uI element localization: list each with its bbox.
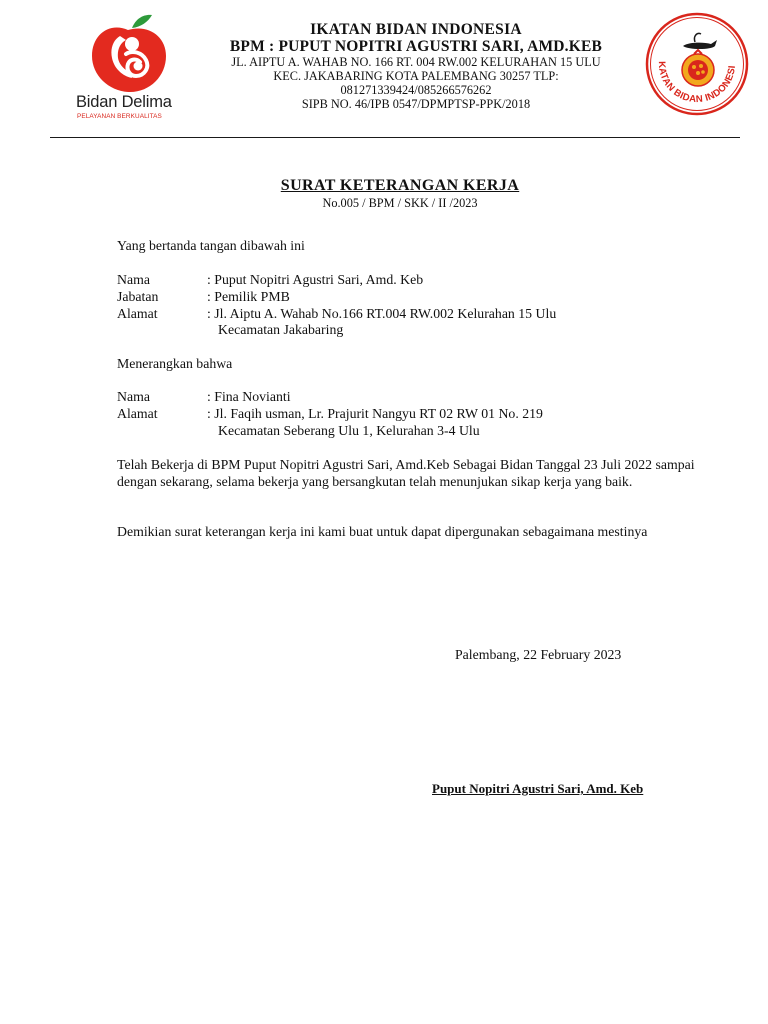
bidan-delima-emblem-icon: [80, 12, 176, 98]
employee-name-label: Nama: [117, 389, 150, 404]
signer-address-value-line-2: Kecamatan Jakabaring: [218, 322, 344, 337]
employee-address-label: Alamat: [117, 406, 158, 421]
logo-brand-name: Bidan Delima: [76, 93, 172, 111]
phone-numbers: 081271339424/085266576262: [340, 83, 492, 97]
employee-name-value: : Fina Novianti: [207, 389, 291, 404]
signer-address-value-line-1: : Jl. Aiptu A. Wahab No.166 RT.004 RW.002 Kelurahan 15 Ulu: [207, 306, 557, 321]
signer-name-value: : Puput Nopitri Agustri Sari, Amd. Keb: [207, 272, 424, 287]
signer-address-label: Alamat: [117, 306, 158, 321]
employee-address-value-line-2: Kecamatan Seberang Ulu 1, Kelurahan 3-4 Ulu: [218, 423, 480, 438]
employee-address-value-line-1: : Jl. Faqih usman, Lr. Prajurit Nangyu RT 02 RW 01 No. 219: [207, 406, 543, 421]
ibi-seal-logo: [645, 12, 749, 116]
closing-paragraph: Demikian surat keterangan kerja ini kami buat untuk dapat dipergunakan sebagaimana mestinya: [117, 524, 648, 539]
header-divider: [50, 137, 740, 138]
organization-name: IKATAN BIDAN INDONESIA: [310, 21, 522, 38]
document-title: SURAT KETERANGAN KERJA: [280, 177, 520, 194]
letter-number: No.005 / BPM / SKK / II /2023: [322, 196, 478, 210]
employment-paragraph: Telah Bekerja di BPM Puput Nopitri Agustri Sari, Amd.Keb Sebagai Bidan Tanggal 23 Juli 2022 sampai dengan sekarang, selama bekerja yang bersangkutan telah menunjukan sikap kerja yang baik.: [117, 457, 695, 489]
signer-position-value: : Pemilik PMB: [207, 289, 290, 304]
declares-text: Menerangkan bahwa: [117, 356, 233, 371]
signer-name-label: Nama: [117, 272, 150, 287]
signer-position-label: Jabatan: [117, 289, 159, 304]
ibi-seal-icon: [645, 12, 749, 116]
address-line-2: KEC. JAKABARING KOTA PALEMBANG 30257 TLP:: [273, 69, 559, 83]
address-line-1: JL. AIPTU A. WAHAB NO. 166 RT. 004 RW.002 KELURAHAN 15 ULU: [231, 55, 601, 69]
logo-tagline: PELAYANAN BERKUALITAS: [77, 113, 162, 120]
bidan-delima-logo: [72, 12, 182, 124]
practice-name: BPM : PUPUT NOPITRI AGUSTRI SARI, AMD.KEB: [229, 38, 603, 55]
seal-ring-text: KATAN BIDAN INDONESI: [655, 61, 738, 106]
license-number: SIPB NO. 46/IPB 0547/DPMPTSP-PPK/2018: [301, 97, 531, 111]
intro-text: Yang bertanda tangan dibawah ini: [117, 238, 305, 253]
signature-name: Puput Nopitri Agustri Sari, Amd. Keb: [432, 781, 644, 796]
place-date: Palembang, 22 February 2023: [455, 647, 622, 662]
